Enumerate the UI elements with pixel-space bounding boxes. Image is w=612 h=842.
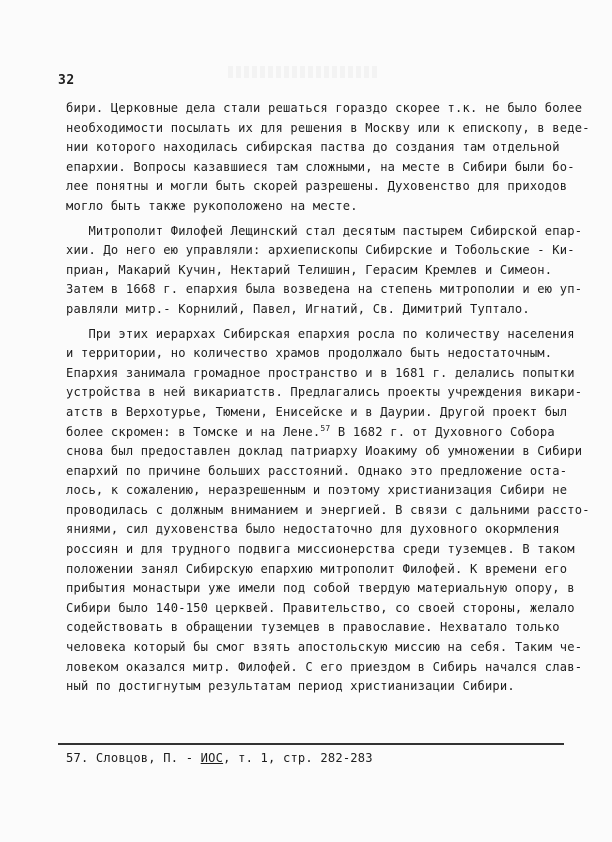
text-line: При этих иерархах Сибирская епархия росла по количеству населения	[66, 326, 575, 341]
text-line: положении занял Сибирскую епархию митрополит Филофей. К времени его	[66, 561, 568, 576]
text-line: содействовать в обращении туземцев в православие. Нехватало только	[66, 620, 560, 635]
body-text	[66, 99, 590, 697]
text-line: россиян и для трудного подвига миссионерства среди туземцев. В таком	[66, 542, 575, 557]
footnote-prefix: 57. Словцов, П. -	[66, 751, 201, 765]
footnote-source: ИОС	[200, 751, 224, 765]
text-line: Митрополит Филофей Лещинский стал десятым пастырем Сибирской епар-	[66, 223, 583, 238]
text-line: необходимости посылать их для решения в Москву или к епископу, в веде-	[66, 120, 590, 135]
text-line: атств в Верхотурье, Тюмени, Енисейске и в Даурии. Другой проект был	[66, 404, 568, 419]
text-line: приан, Макарий Кучин, Нектарий Телишин, Герасим Кремлев и Симеон.	[66, 262, 553, 277]
footnote-divider	[58, 743, 564, 745]
footnote	[66, 751, 373, 765]
text-line: лее понятны и могли быть скорей разрешены. Духовенство для приходов	[66, 179, 568, 194]
footnote-marker: 57	[320, 423, 331, 433]
text-line: ный по достигнутым результатам период христианизации Сибири.	[66, 679, 515, 694]
text-line: Сибири было 140-150 церквей. Правительство, со своей стороны, желало	[66, 600, 575, 615]
text-line: хии. До него ею управляли: архиепископы Сибирские и Тобольские - Ки-	[66, 243, 575, 258]
text-line: Епархия занимала громадное пространство и в 1681 г. делались попытки	[66, 365, 575, 380]
text-line: бири. Церковные дела стали решаться гораздо скорее т.к. не было более	[66, 101, 583, 115]
text-segment: более скромен: в Томске и на Лене.	[66, 424, 321, 439]
text-line: и территории, но количество храмов продолжало быть недостаточным.	[66, 346, 553, 361]
bleed-through-header	[228, 66, 378, 78]
text-line: могло быть также рукоположено на месте.	[66, 198, 358, 213]
text-line: снова был предоставлен доклад патриарху Иоакиму об умножении в Сибири	[66, 444, 583, 459]
text-line: Затем в 1668 г. епархия была возведена на степень митрополии и ею уп-	[66, 282, 583, 297]
text-line: устройства в ней викариатств. Предлагались проекты учреждения викари-	[66, 385, 583, 400]
text-line: нии которого находилась сибирская паства до создания там отдельной	[66, 140, 560, 155]
text-line: епархии. Вопросы казавшиеся там сложными, на месте в Сибири были бо-	[66, 159, 575, 174]
text-line: епархий по причине больших расстояний. Однако это предложение оста-	[66, 463, 568, 478]
text-line: прибытия монастыри уже имели под собой твердую материальную опору, в	[66, 581, 575, 596]
text-segment: В 1682 г. от Духовного Собора	[330, 424, 555, 439]
text-line-with-footnote	[66, 423, 566, 443]
text-line: человека который бы смог взять апостольскую миссию на себя. Таким че-	[66, 640, 583, 655]
footnote-suffix: , т. 1, стр. 282-283	[223, 751, 373, 765]
text-line: ловеком оказался митр. Филофей. С его приездом в Сибирь начался слав-	[66, 659, 583, 674]
text-line: проводилась с должным вниманием и энергией. В связи с дальними рассто-	[66, 502, 590, 517]
text-line: лось, к сожалению, неразрешенным и поэтому христианизация Сибири не	[66, 483, 568, 498]
text-line: равляли митр.- Корнилий, Павел, Игнатий, Св. Димитрий Туптало.	[66, 301, 530, 316]
text-line: яниями, сил духовенства было недостаточно для духовного окормления	[66, 522, 560, 537]
page-number: 32	[58, 73, 75, 88]
